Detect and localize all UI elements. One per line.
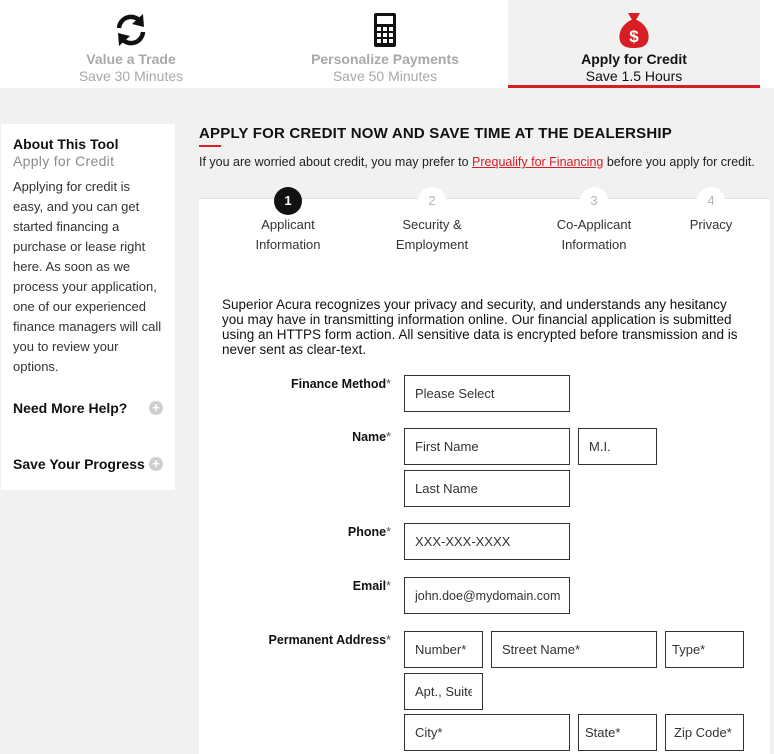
save-progress-label: Save Your Progress — [13, 456, 145, 472]
zip-code-input[interactable] — [665, 714, 744, 751]
address-number-input[interactable] — [404, 631, 483, 668]
required-mark: * — [386, 430, 391, 444]
privacy-notice: Superior Acura recognizes your privacy and security, and understands any hesitancy you may have in transmitting information online. Our financial application is submitted using an HTTPS form action. All sensitive data is encrypted before transmission and is never sent as clear-text. — [222, 297, 738, 357]
tab-personalize-payments[interactable] — [262, 0, 508, 88]
prequalify-link[interactable]: Prequalify for Financing — [472, 155, 604, 169]
step-number: 3 — [580, 187, 608, 215]
label-text: Permanent Address — [268, 633, 387, 647]
step-label — [372, 215, 492, 255]
step-label — [534, 215, 654, 255]
label-text: Email — [352, 579, 387, 593]
phone-label — [239, 525, 391, 539]
sidebar-description: Applying for credit is easy, and you can get started financing a purchase or lease right here. As soon as we process your application, one of our experienced finance managers will call you to review your options. — [13, 179, 162, 374]
middle-initial-input[interactable] — [578, 428, 657, 465]
sidebar-title: About This Tool — [13, 136, 119, 152]
required-mark: * — [386, 579, 391, 593]
step-label-line: Privacy — [689, 217, 733, 232]
street-name-input[interactable] — [491, 631, 657, 668]
tab-value-a-trade[interactable] — [0, 0, 262, 88]
step-label-line: Information — [255, 237, 321, 252]
need-more-help-label: Need More Help? — [13, 400, 128, 416]
city-input[interactable] — [404, 714, 570, 751]
state-input[interactable] — [578, 714, 657, 751]
plus-icon[interactable]: + — [149, 457, 163, 471]
need-more-help-toggle[interactable] — [13, 398, 163, 418]
intro-text-after: before you apply for credit. — [603, 155, 755, 169]
application-panel — [199, 193, 770, 754]
intro-text — [199, 155, 755, 169]
apt-suite-input[interactable] — [404, 673, 483, 710]
intro-text-before: If you are worried about credit, you may prefer to — [199, 155, 473, 169]
first-name-input[interactable] — [404, 428, 570, 465]
page-title: APPLY FOR CREDIT NOW AND SAVE TIME AT THE DEALERSHIP — [199, 125, 672, 142]
street-type-input[interactable] — [665, 631, 744, 668]
refresh-icon — [111, 10, 151, 50]
sidebar-subtitle: Apply for Credit — [13, 153, 115, 169]
step-label-line: Employment — [395, 237, 469, 252]
email-label — [239, 579, 391, 593]
required-mark: * — [386, 633, 391, 647]
step-label — [651, 215, 771, 235]
phone-input[interactable] — [404, 523, 570, 560]
step-label-line: Information — [561, 237, 627, 252]
tab-subtitle: Save 50 Minutes — [332, 68, 438, 84]
tab-title: Value a Trade — [86, 51, 176, 67]
required-mark: * — [386, 377, 391, 391]
label-text: Name — [352, 430, 387, 444]
plus-icon[interactable]: + — [149, 401, 163, 415]
save-progress-toggle[interactable] — [13, 454, 163, 474]
step-label-line: Co-Applicant — [556, 217, 632, 232]
email-input[interactable] — [404, 577, 570, 614]
step-number: 2 — [418, 187, 446, 215]
required-mark: * — [386, 525, 391, 539]
step-label-line: Security & — [402, 217, 462, 232]
sidebar — [1, 124, 175, 490]
step-label — [228, 215, 348, 255]
tab-apply-for-credit[interactable] — [508, 0, 760, 88]
permanent-address-label — [239, 633, 391, 647]
money-bag-icon — [614, 10, 654, 50]
top-tab-bar — [0, 0, 774, 88]
title-underline — [199, 145, 221, 147]
calculator-icon — [365, 10, 405, 50]
tab-subtitle: Save 30 Minutes — [78, 68, 184, 84]
label-text: Finance Method — [290, 377, 387, 391]
step-number: 4 — [697, 187, 725, 215]
svg-text:$: $ — [629, 27, 639, 46]
tab-title: Apply for Credit — [581, 51, 687, 67]
step-number: 1 — [274, 187, 302, 215]
finance-method-label — [239, 377, 391, 391]
last-name-input[interactable] — [404, 470, 570, 507]
label-text: Phone — [347, 525, 387, 539]
step-label-line: Applicant — [261, 217, 315, 232]
name-label — [239, 430, 391, 444]
finance-method-select[interactable]: Please Select — [404, 375, 570, 412]
tab-subtitle: Save 1.5 Hours — [585, 68, 683, 84]
tab-title: Personalize Payments — [311, 51, 459, 67]
